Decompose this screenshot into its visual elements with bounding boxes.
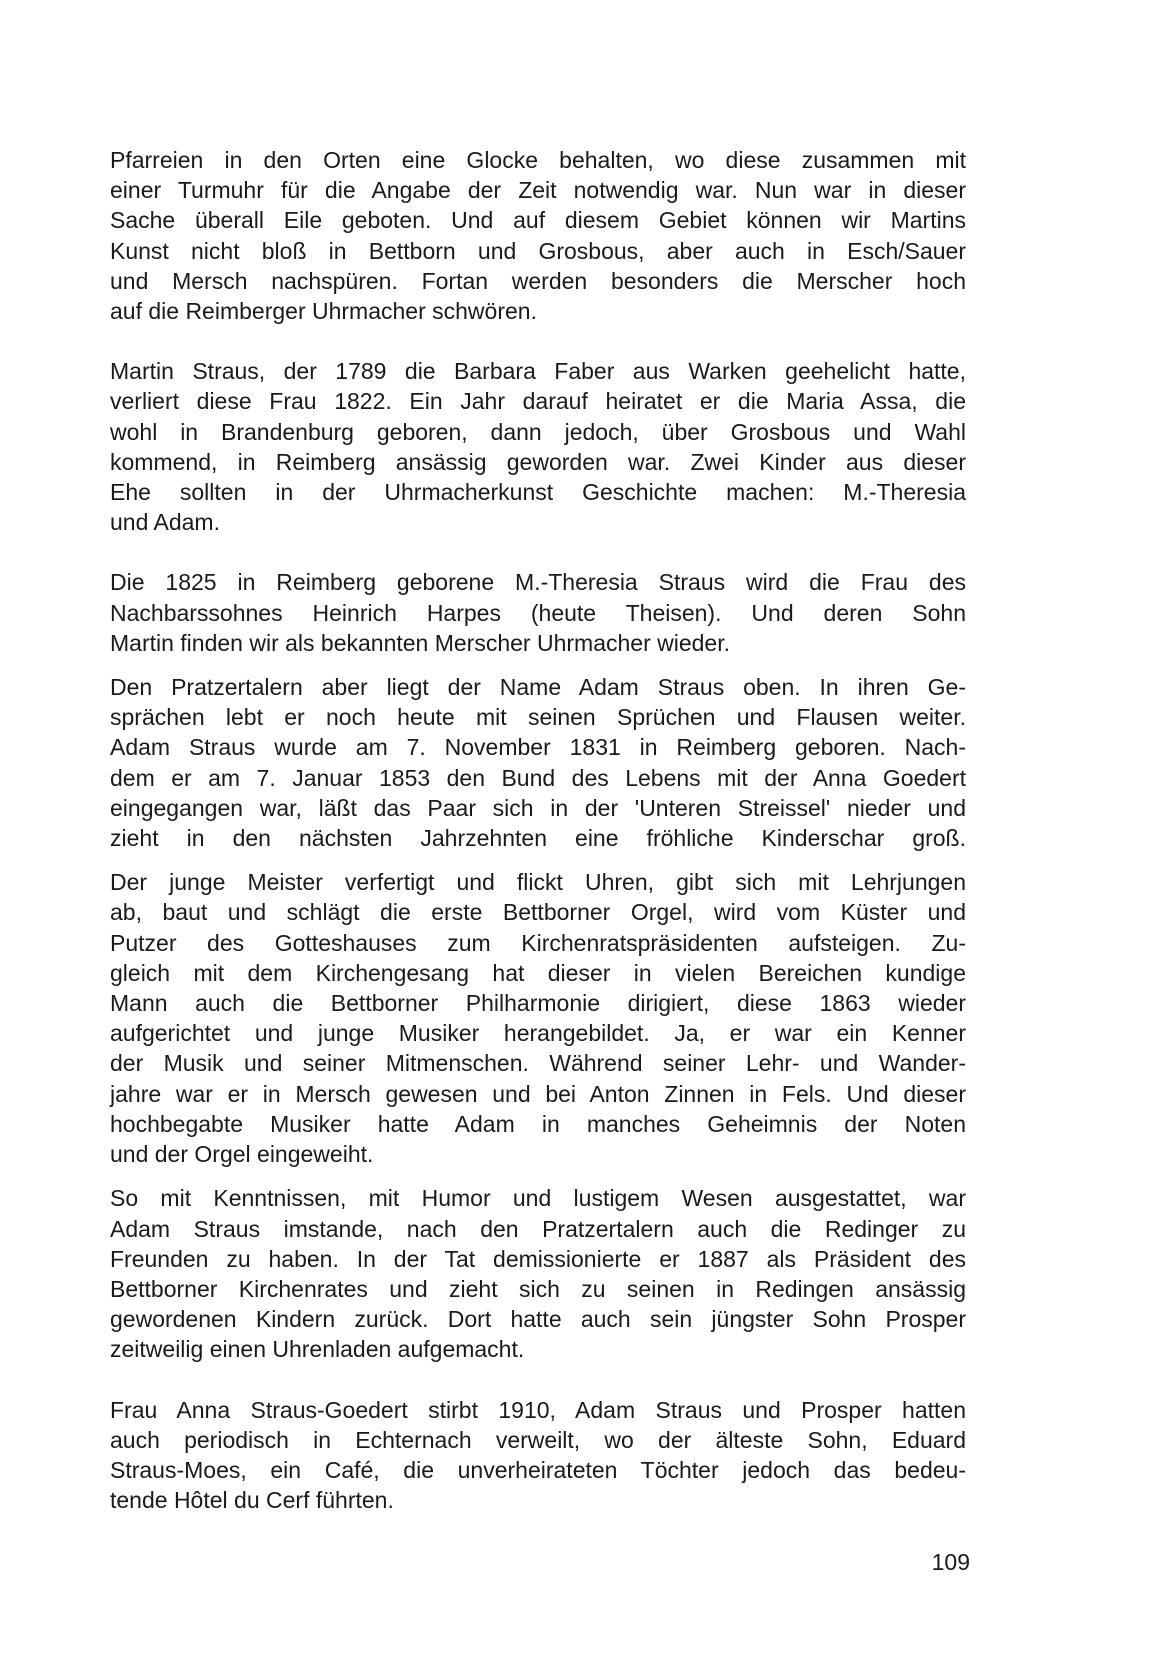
text-line: ab, baut und schlägt die erste Bettborner Orgel, wird vom Küster und bbox=[110, 899, 966, 926]
paragraph-7 bbox=[110, 1395, 966, 1516]
text-line: tende Hôtel du Cerf führten. bbox=[110, 1487, 394, 1514]
body-text bbox=[110, 145, 966, 1515]
text-line: auf die Reimberger Uhrmacher schwören. bbox=[110, 298, 537, 325]
text-line: zieht in den nächsten Jahrzehnten eine fröhliche Kinderschar groß. bbox=[110, 825, 966, 852]
text-line: So mit Kenntnissen, mit Humor und lustigem Wesen ausgestattet, war bbox=[110, 1185, 966, 1212]
text-line: Mann auch die Bettborner Philharmonie dirigiert, diese 1863 wieder bbox=[110, 990, 966, 1017]
text-line: gleich mit dem Kirchengesang hat dieser in vielen Bereichen kundige bbox=[110, 959, 966, 986]
text-line: Pfarreien in den Orten eine Glocke behalten, wo diese zusammen mit bbox=[110, 147, 966, 173]
text-line: Ehe sollten in der Uhrmacherkunst Geschichte machen: M.-Theresia bbox=[110, 479, 966, 506]
text-line: dem er am 7. Januar 1853 den Bund des Lebens mit der Anna Goedert bbox=[110, 764, 966, 791]
text-line: jahre war er in Mersch gewesen und bei Anton Zinnen in Fels. Und dieser bbox=[110, 1080, 966, 1107]
text-line: Martin Straus, der 1789 die Barbara Faber aus Warken geehelicht hatte, bbox=[110, 358, 966, 385]
text-line: und Mersch nachspüren. Fortan werden besonders die Merscher hoch bbox=[110, 267, 966, 294]
text-line: aufgerichtet und junge Musiker herangebildet. Ja, er war ein Kenner bbox=[110, 1020, 966, 1047]
text-line: einer Turmuhr für die Angabe der Zeit notwendig war. Nun war in dieser bbox=[110, 177, 966, 204]
paragraph-5 bbox=[110, 867, 966, 1169]
text-line: kommend, in Reimberg ansässig geworden war. Zwei Kinder aus dieser bbox=[110, 448, 966, 475]
text-line: wohl in Brandenburg geboren, dann jedoch, über Grosbous und Wahl bbox=[110, 418, 966, 445]
text-line: Adam Straus wurde am 7. November 1831 in Reimberg geboren. Nach- bbox=[110, 734, 966, 761]
paragraph-6 bbox=[110, 1183, 966, 1364]
text-line: Putzer des Gotteshauses zum Kirchenratspräsidenten aufsteigen. Zu- bbox=[110, 929, 966, 956]
text-line: Den Pratzertalern aber liegt der Name Adam Straus oben. In ihren Ge- bbox=[110, 674, 966, 701]
text-line: Adam Straus imstande, nach den Pratzertalern auch die Redinger zu bbox=[110, 1215, 966, 1242]
text-line: Straus-Moes, ein Café, die unverheirateten Töchter jedoch das bedeu- bbox=[110, 1456, 966, 1483]
text-line: auch periodisch in Echternach verweilt, wo der älteste Sohn, Eduard bbox=[110, 1426, 966, 1453]
paragraph-2 bbox=[110, 356, 966, 537]
text-line: Frau Anna Straus-Goedert stirbt 1910, Adam Straus und Prosper hatten bbox=[110, 1396, 966, 1423]
page-number: 109 bbox=[931, 1549, 970, 1575]
text-line: gewordenen Kindern zurück. Dort hatte auch sein jüngster Sohn Prosper bbox=[110, 1306, 966, 1333]
text-line: verliert diese Frau 1822. Ein Jahr darauf heiratet er die Maria Assa, die bbox=[110, 388, 966, 415]
text-line: Der junge Meister verfertigt und flickt Uhren, gibt sich mit Lehrjungen bbox=[110, 869, 966, 896]
text-line: hochbegabte Musiker hatte Adam in manches Geheimnis der Noten bbox=[110, 1110, 966, 1137]
paragraph-4 bbox=[110, 672, 966, 853]
text-line: Bettborner Kirchenrates und zieht sich zu seinen in Redingen ansässig bbox=[110, 1275, 966, 1302]
text-line: Nachbarssohnes Heinrich Harpes (heute Theisen). Und deren Sohn bbox=[110, 599, 966, 626]
text-line: zeitweilig einen Uhrenladen aufgemacht. bbox=[110, 1336, 525, 1363]
text-line: Martin finden wir als bekannten Merscher Uhrmacher wieder. bbox=[110, 629, 730, 656]
text-line: eingegangen war, läßt das Paar sich in der 'Unteren Streissel' nieder und bbox=[110, 794, 966, 821]
text-line: sprächen lebt er noch heute mit seinen Sprüchen und Flausen weiter. bbox=[110, 704, 966, 731]
text-line: Kunst nicht bloß in Bettborn und Grosbous, aber auch in Esch/Sauer bbox=[110, 237, 966, 264]
text-line: Sache überall Eile geboten. Und auf diesem Gebiet können wir Martins bbox=[110, 207, 966, 234]
text-line: und der Orgel eingeweiht. bbox=[110, 1141, 374, 1168]
text-line: Freunden zu haben. In der Tat demissionierte er 1887 als Präsident des bbox=[110, 1245, 966, 1272]
paragraph-1 bbox=[110, 145, 966, 326]
paragraph-3 bbox=[110, 567, 966, 658]
text-line: der Musik und seiner Mitmenschen. Während seiner Lehr- und Wander- bbox=[110, 1050, 966, 1077]
text-line: und Adam. bbox=[110, 509, 220, 536]
text-line: Die 1825 in Reimberg geborene M.-Theresia Straus wird die Frau des bbox=[110, 569, 966, 596]
